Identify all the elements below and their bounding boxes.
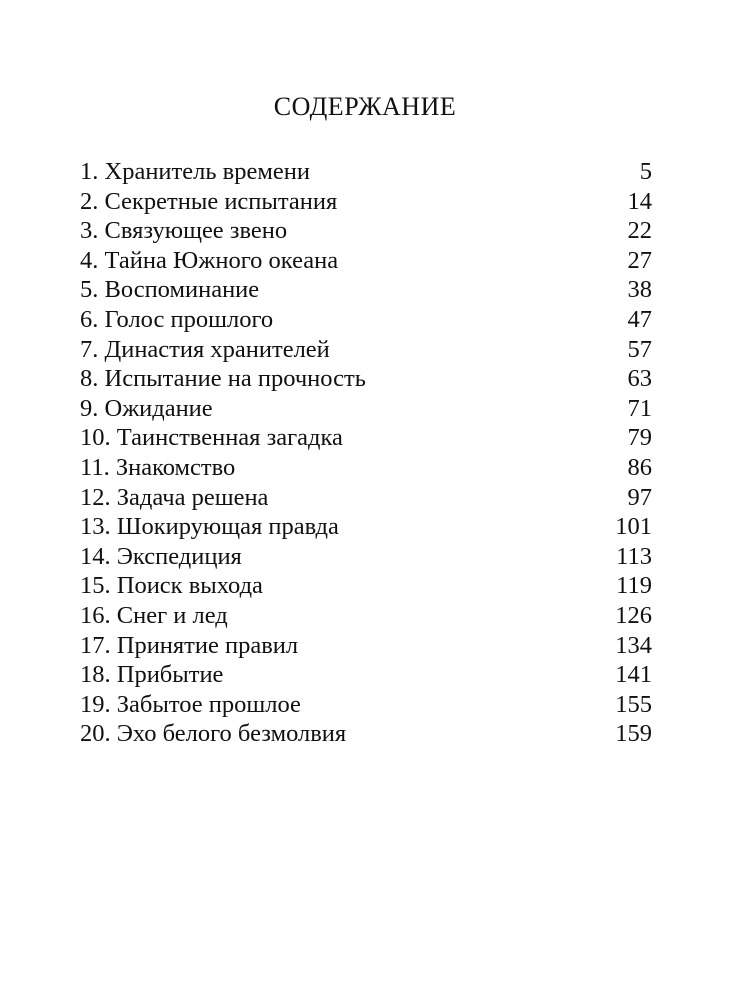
toc-entry-title: 17. Принятие правил	[80, 631, 299, 659]
toc-entry-page: 101	[615, 513, 652, 541]
toc-entry-title: 20. Эхо белого безмолвия	[80, 720, 347, 748]
toc-entry	[80, 483, 652, 513]
toc-entry-page: 119	[616, 572, 652, 600]
toc-entry-title: 19. Забытое прошлое	[80, 690, 301, 718]
toc-entry-title: 18. Прибытие	[80, 661, 224, 689]
toc-entry	[80, 542, 652, 572]
table-of-contents	[80, 157, 652, 749]
toc-entry	[80, 512, 652, 542]
toc-entry-title: 11. Знакомство	[80, 453, 236, 481]
toc-entry-page: 113	[616, 542, 652, 570]
toc-entry-title: 1. Хранитель времени	[80, 158, 310, 185]
toc-entry	[80, 719, 652, 749]
toc-entry-page: 134	[615, 631, 652, 659]
toc-entry	[80, 305, 652, 335]
toc-entry-title: 5. Воспоминание	[80, 276, 260, 304]
toc-entry-title: 13. Шокирующая правда	[80, 513, 339, 541]
toc-entry-page: 79	[627, 424, 652, 452]
toc-entry-title: 14. Экспедиция	[80, 542, 242, 570]
toc-entry-title: 2. Секретные испытания	[80, 187, 338, 215]
page-title: СОДЕРЖАНИЕ	[273, 92, 457, 121]
toc-entry-title: 10. Таинственная загадка	[80, 424, 343, 452]
toc-entry	[80, 660, 652, 690]
toc-entry-title: 4. Тайна Южного океана	[80, 246, 339, 274]
toc-entry-page: 47	[627, 305, 652, 333]
toc-entry	[80, 275, 652, 305]
toc-entry-page: 155	[615, 690, 652, 718]
toc-entry-title: 12. Задача решена	[80, 483, 269, 511]
toc-entry	[80, 364, 652, 394]
toc-entry-page: 14	[627, 187, 652, 215]
toc-entry-page: 5	[639, 158, 652, 185]
toc-entry	[80, 335, 652, 365]
toc-entry	[80, 690, 652, 720]
toc-entry	[80, 571, 652, 601]
toc-entry	[80, 423, 652, 453]
toc-entry-title: 6. Голос прошлого	[80, 305, 274, 333]
toc-entry	[80, 187, 652, 217]
toc-entry-page: 141	[615, 661, 652, 689]
toc-entry-title: 9. Ожидание	[80, 394, 213, 422]
toc-entry-title: 3. Связующее звено	[80, 217, 288, 245]
toc-entry-page: 38	[627, 276, 652, 304]
toc-entry-page: 97	[627, 483, 652, 511]
toc-entry-title: 8. Испытание на прочность	[80, 365, 366, 393]
toc-entry	[80, 157, 652, 187]
toc-entry	[80, 453, 652, 483]
toc-entry-page: 63	[627, 365, 652, 393]
toc-entry-page: 71	[627, 394, 652, 422]
toc-entry-page: 159	[615, 720, 652, 748]
toc-entry	[80, 246, 652, 276]
toc-entry	[80, 394, 652, 424]
toc-entry-page: 57	[627, 335, 652, 363]
toc-entry	[80, 601, 652, 631]
toc-entry-page: 126	[615, 601, 652, 629]
toc-entry-page: 86	[627, 453, 652, 481]
toc-entry-title: 7. Династия хранителей	[80, 335, 330, 363]
toc-entry-title: 16. Снег и лед	[80, 601, 228, 629]
toc-entry-title: 15. Поиск выхода	[80, 572, 263, 600]
toc-entry-page: 22	[627, 217, 652, 245]
toc-entry	[80, 631, 652, 661]
toc-entry	[80, 216, 652, 246]
toc-entry-page: 27	[627, 246, 652, 274]
